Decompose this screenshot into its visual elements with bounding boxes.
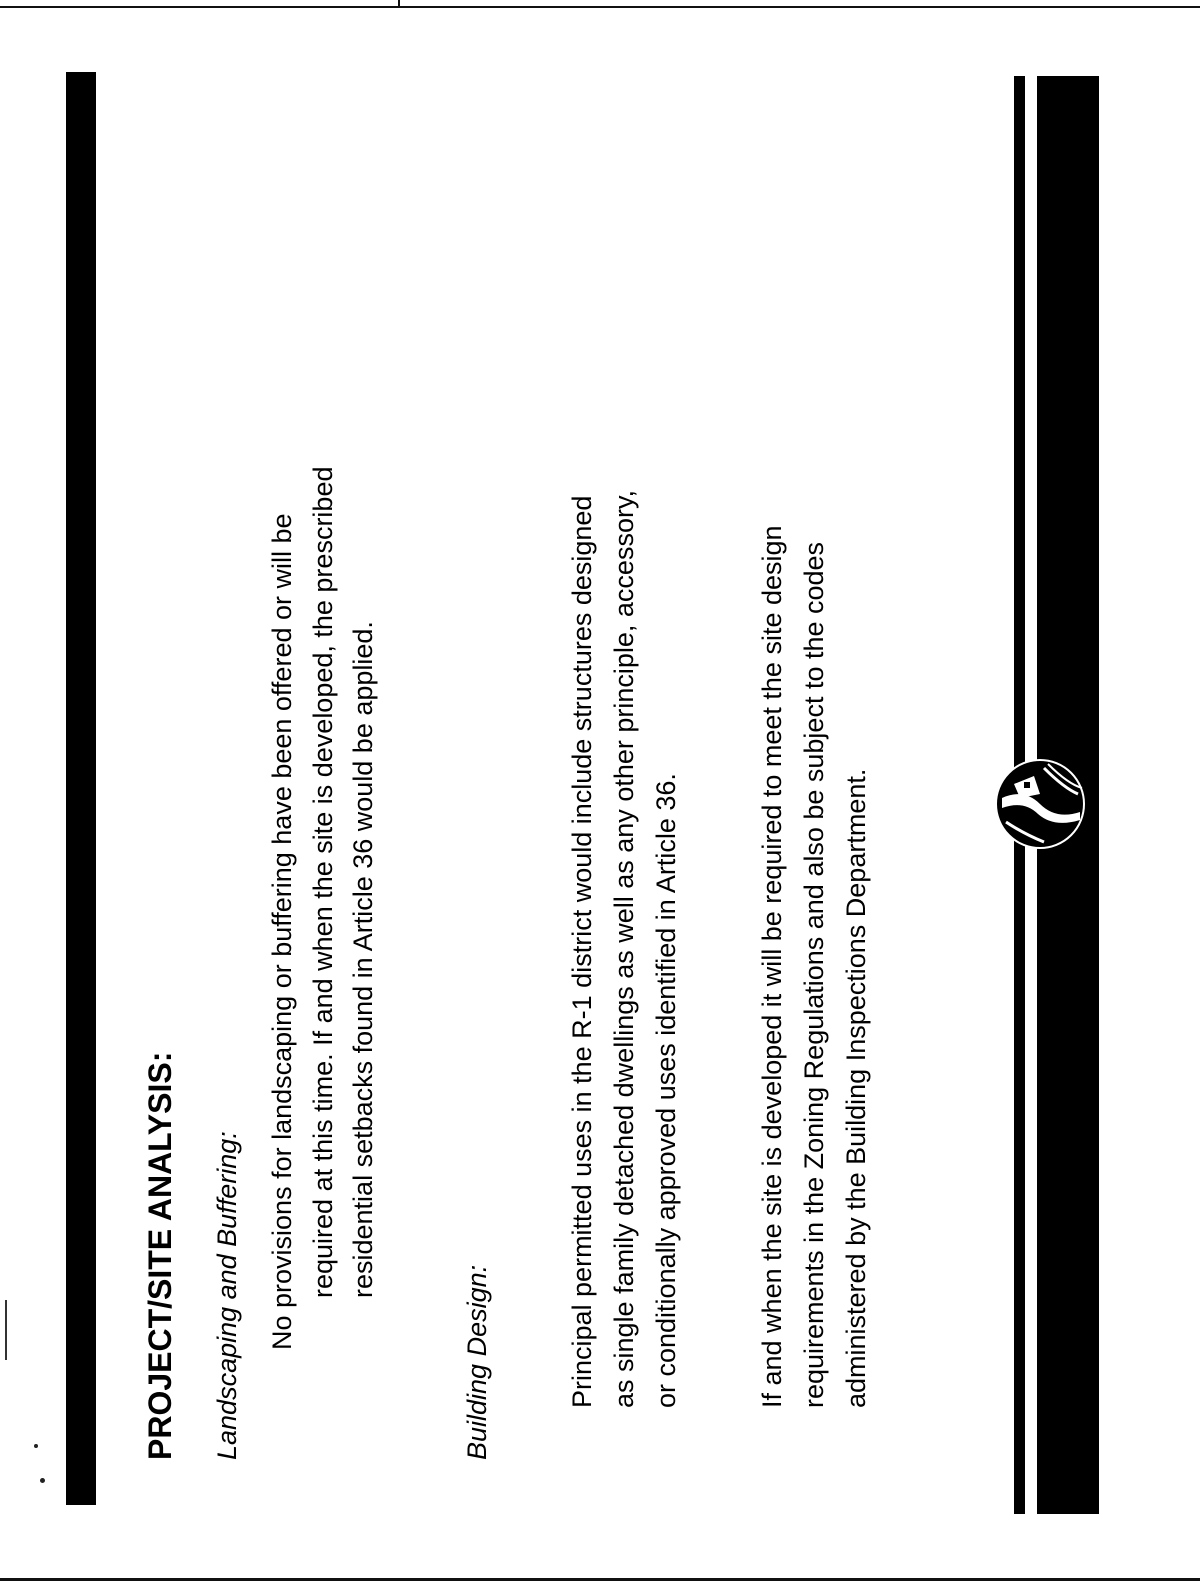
left-decorative-bar [66,72,96,1505]
scan-left-mark [5,1300,7,1360]
building-design-paragraph-2 [752,525,878,1408]
text-line: residential setbacks found in Article 36 would be applied. [348,621,378,1298]
section-heading-landscaping: Landscaping and Buffering: [212,1131,242,1460]
building-design-paragraph-1 [562,490,688,1408]
text-line: requirements in the Zoning Regulations and also be subject to the codes [798,541,829,1408]
scan-top-rule [0,6,1200,8]
scan-speck [34,1444,38,1448]
text-line: or conditionally approved uses identified in Article 36. [650,773,681,1408]
county-seal-icon [994,758,1086,850]
scan-bottom-rule [0,1578,1200,1581]
scan-top-tick [398,0,400,7]
rotated-page-content [142,30,910,1460]
text-line: If and when the site is developed it will be required to meet the site design [757,525,787,1408]
text-line: No provisions for landscaping or buffering have been offered or will be [267,513,297,1350]
text-line: administered by the Building Inspections Department. [840,768,871,1408]
text-line: Principal permitted uses in the R-1 district would include structures designed [567,495,597,1408]
section-heading-building-design: Building Design: [462,1264,492,1460]
page-title: PROJECT/SITE ANALYSIS: [142,1051,178,1460]
text-line: required at this time. If and when the site is developed, the prescribed [307,466,338,1298]
text-line: as single family detached dwellings as well as any other principle, accessory, [608,490,639,1408]
landscaping-paragraph [262,467,384,1350]
scan-speck [40,1478,45,1483]
